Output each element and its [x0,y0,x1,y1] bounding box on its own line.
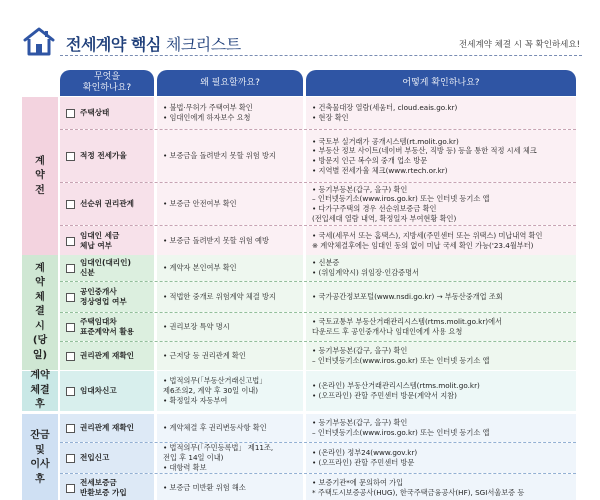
item-name-lines [80,151,127,161]
how-cell [306,443,576,473]
how-text-lines [312,448,417,467]
why-text-lines [163,423,267,433]
how-cell [306,414,576,442]
how-text-line: * 주택도시보증공사(HUG), 한국주택금융공사(HF), SGI서울보증 등 [312,488,525,497]
why-cell [157,414,303,442]
why-text-lines [163,236,269,246]
how-cell [306,342,576,370]
how-text-lines [312,185,490,224]
header-divider [60,55,582,56]
checkbox[interactable] [66,237,75,246]
section-label-line: 시 [35,320,45,332]
how-text-lines [312,346,490,365]
why-text-line: • 확정일자 자동부여 [163,395,228,405]
how-text-line: • (온라인) 정부24(www.gov.kr) [312,448,418,458]
item-cell [60,313,154,341]
item-name-line: 신분 [80,268,95,277]
item-name-line: 공인중개사 [80,286,117,296]
section-label-line: 이사 [30,459,50,470]
why-cell [157,282,303,312]
section-label [22,414,58,500]
why-text-line: • 임대인에게 하자보수 요청 [163,113,251,122]
item-cell [60,342,154,370]
how-text-line: – 인터넷등기소(www.iros.go.kr) 또는 인터넷 등기소 앱 [312,428,490,437]
item-name-lines [80,351,134,361]
page-title [66,32,241,55]
item-name-line: 적정 전세가율 [80,150,127,160]
checkbox[interactable] [66,454,75,463]
why-text-lines [163,151,276,161]
item-name-line: 체납 여부 [80,241,112,250]
why-text-line: • 보증금 미반환 위험 해소 [163,483,246,493]
how-text-line: • 건축물대장 열람(세움터, cloud.eais.go.kr) [312,103,458,113]
why-cell [157,342,303,370]
item-name-line: 표준계약서 활용 [80,327,134,336]
why-text-line: • 적법한 중개로 위험계약 체결 방지 [163,292,276,302]
item-name-lines [80,199,134,209]
page-header [0,0,600,62]
item-name-lines [80,386,117,396]
column-header-what-line: 확인하나요? [82,83,132,93]
why-text-lines [163,263,237,273]
item-name-lines [80,231,119,252]
item-name-line: 임대인(대리인) [80,257,131,267]
how-text-line: • 현장 확인 [312,113,349,122]
how-text-lines [312,418,490,437]
why-cell [157,443,303,473]
how-text-lines [312,258,419,277]
how-text-line: • (위임계약시) 위임장·인감증명서 [312,268,419,277]
item-name-line: 임대차신고 [80,385,117,395]
how-text-line: • 등기부등본(갑구, 을구) 확인 [312,184,408,194]
why-cell [157,313,303,341]
item-name-line: 주택임대차 [80,316,117,326]
why-text-lines [163,483,246,493]
section-label-line: 체결 [30,384,50,396]
how-text-lines [312,137,537,176]
how-cell [306,313,576,341]
how-text-line: • 보증기관*에 문의하여 가입 [312,478,404,488]
section-label-line: (당 [32,335,48,347]
item-cell [60,371,154,411]
why-text-lines [163,351,246,361]
how-text-line: • (온라인) 부동산거래관리시스템(rtms.molit.go.kr) [312,381,480,391]
table-row [60,130,576,182]
why-cell [157,255,303,281]
how-text-line: – 인터넷등기소(www.iros.go.kr) 또는 인터넷 등기소 앱 [312,194,490,204]
how-text-line: • (오프라인) 관할 주민센터 방문 [312,458,415,467]
checkbox[interactable] [66,484,75,493]
how-cell [306,255,576,281]
why-cell [157,97,303,129]
checkbox[interactable] [66,109,75,118]
section-label [22,255,58,370]
checkbox[interactable] [66,264,75,273]
how-cell [306,282,576,312]
item-name-line: 임대인 세금 [80,230,120,240]
why-text-line: 전입 후 14일 이내) [163,453,224,463]
item-cell [60,474,154,500]
table-row [60,371,576,411]
why-text-line: • 보증금 안전여부 확인 [163,199,237,209]
item-name-lines [80,317,134,338]
how-text-line: • 국토부 실거래가 공개시스템(rt.molit.go.kr) [312,136,459,146]
section-label-line: 계 [35,155,45,167]
column-header-how: 어떻게 확인하나요? [306,70,576,96]
why-text-line: • 법적의무(「주민등록법」 제11조, [163,443,274,453]
why-text-line: • 계약자 본인여부 확인 [163,263,237,273]
why-text-line: • 근저당 등 권리관계 확인 [163,351,246,361]
how-cell [306,371,576,411]
section-label-line: 후 [35,399,45,411]
how-text-lines [312,381,480,400]
item-cell [60,255,154,281]
item-name-line: 선순위 권리관계 [80,198,134,208]
table-row [60,414,576,442]
section-label-lines [33,262,47,364]
item-cell [60,183,154,225]
title-bold: 전세계약 핵심 [66,35,161,54]
item-name-line: 주택상태 [80,107,110,117]
section-label-lines [30,429,49,487]
why-text-line: • 권리보장 특약 명시 [163,322,230,332]
item-name-line: 전세보증금 [80,477,117,487]
column-header-what [60,70,154,96]
item-cell [60,97,154,129]
item-name-line: 권리관계 재확인 [80,350,134,360]
item-cell [60,226,154,256]
section-label-line: 잔금 [30,430,50,441]
why-text-lines [163,292,276,302]
item-cell [60,282,154,312]
how-cell [306,130,576,182]
section-label-line: 계 [35,262,45,274]
house-icon [22,26,56,56]
section-label-line: 전 [35,184,45,196]
how-cell [306,183,576,225]
section-label-line: 약 [35,170,45,182]
checkbox[interactable] [66,424,75,433]
how-text-line: • 등기부등본(갑구, 을구) 확인 [312,418,408,428]
how-text-line: ※ 계약체결후에는 임대인 동의 없이 미납 국세 확인 가능('23.4월부터) [312,241,534,250]
how-text-line: • 국토교통부 부동산거래관리시스템(rtms.molit.go.kr)에서 [312,317,502,327]
checkbox[interactable] [66,152,75,161]
section-label [22,97,58,256]
why-text-line: • 법적의무(「부동산거래신고법」 [163,376,267,386]
page-subtitle: 전세계약 체결 시 꼭 확인하세요! [459,40,580,50]
item-name-lines [80,108,109,118]
how-text-line: • 방문지 인근 복수의 중개 업소 방문 [312,156,428,165]
item-name-line: 반환보증 가입 [80,488,127,497]
section-label-line: 후 [35,473,45,485]
column-header-what-line: 무엇을 [93,72,121,83]
section-label-line: 일) [32,349,48,361]
how-text-line: • 신분증 [312,258,340,268]
how-cell [306,474,576,500]
section-label-line: 계약 [30,370,50,382]
why-cell [157,226,303,256]
checkbox[interactable] [66,293,75,302]
checkbox[interactable] [66,387,75,396]
item-name-line: 권리관계 재확인 [80,422,134,432]
why-text-lines [163,103,253,122]
how-text-lines [312,103,457,122]
why-text-line: • 보증금 돌려받지 못할 위험 예방 [163,236,269,246]
how-text-line: • 등기부등본(갑구, 을구) 확인 [312,346,408,356]
item-name-line: 전입신고 [80,452,110,462]
section-label-line: 및 [35,444,45,456]
checkbox[interactable] [66,352,75,361]
why-text-line: • 계약체결 후 권리변동사항 확인 [163,423,267,433]
item-cell [60,443,154,473]
how-text-lines [312,231,542,250]
table-row [60,313,576,341]
item-name-line: 정상영업 여부 [80,297,127,306]
title-light: 체크리스트 [165,35,241,54]
how-text-line: • 국가공간정보포털(www.nsdi.go.kr) → 부동산중개업 조회 [312,292,503,302]
table-row [60,342,576,370]
section-label-lines [35,155,45,199]
how-text-line: • 지역별 전세가율 체크(www.rtech.or.kr) [312,165,448,175]
table-row [60,282,576,312]
why-cell [157,183,303,225]
item-cell [60,414,154,442]
how-text-lines [312,292,503,302]
how-text-line: • 국세(세무서 또는 홈택스), 지방세(주민센터 또는 위택스) 미납내역 확인 [312,231,543,241]
how-text-line: (전입세대 열람 내역, 확정일자 부여현황 확인) [312,213,457,223]
table-row [60,474,576,500]
why-text-lines [163,322,230,332]
why-text-lines [163,376,266,405]
how-text-line: – 인터넷등기소(www.iros.go.kr) 또는 인터넷 등기소 앱 [312,356,490,365]
checkbox[interactable] [66,323,75,332]
section-label-line: 체 [35,291,45,303]
how-text-line: • (오프라인) 관할 주민센터 방문(계약서 지참) [312,391,457,400]
item-name-lines [80,478,127,499]
why-text-lines [163,443,273,472]
checkbox[interactable] [66,200,75,209]
why-cell [157,371,303,411]
how-cell [306,97,576,129]
how-text-line: 다운로드 후 공인중개사나 임대인에게 사용 요청 [312,327,463,336]
item-name-lines [80,258,131,279]
table-row [60,226,576,256]
why-text-line: • 대항력 확보 [163,462,207,472]
why-text-line: 제6조의2, 계약 후 30일 이내) [163,386,259,396]
item-name-lines [80,423,134,433]
why-text-line: • 불법·무허가 주택여부 확인 [163,103,253,113]
item-name-lines [80,453,109,463]
table-row [60,255,576,281]
why-cell [157,130,303,182]
table-row [60,97,576,129]
item-cell [60,130,154,182]
how-text-line: • 부동산 정보 사이트(네이버 부동산, 직방 등) 등을 통한 적정 시세 체크 [312,146,537,156]
section-label-lines [30,369,49,413]
section-label-line: 약 [35,277,45,289]
item-name-lines [80,287,127,308]
why-text-line: • 보증금을 돌려받지 못할 위험 방지 [163,151,276,161]
why-cell [157,474,303,500]
column-header-why: 왜 필요할까요? [157,70,303,96]
section-label-line: 결 [35,306,45,318]
table-row [60,443,576,473]
how-text-lines [312,478,524,497]
how-text-lines [312,317,502,336]
why-text-lines [163,199,237,209]
how-text-line: • 다가구주택의 경우 선순위보증금 확인 [312,204,437,213]
section-label [22,371,58,411]
how-cell [306,226,576,256]
table-row [60,183,576,225]
